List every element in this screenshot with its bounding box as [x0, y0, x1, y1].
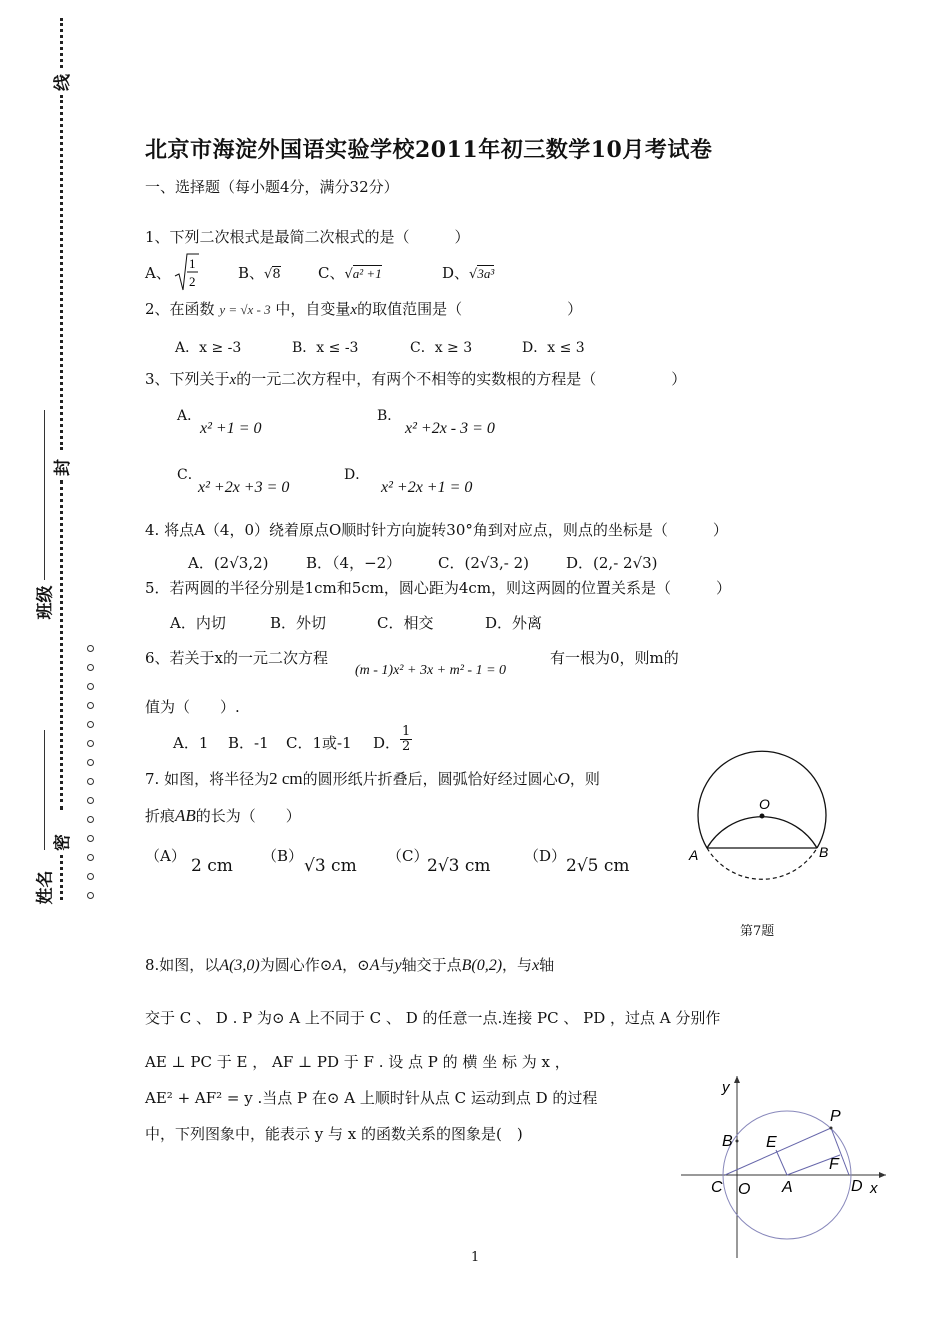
- exam-title: 北京市海淀外国语实验学校2011年初三数学10月考试卷: [145, 137, 713, 163]
- seal-dot: [87, 683, 94, 690]
- q1-option-a: A、: [145, 264, 171, 282]
- q6-text-line2: 值为（ ）.: [145, 698, 240, 716]
- binding-secret-label: 密: [53, 834, 73, 851]
- q7-option-c-label: （C）: [387, 847, 429, 865]
- q8-fig-b: B: [722, 1133, 733, 1150]
- center-point-icon: [760, 814, 765, 819]
- q8-fig-y: y: [722, 1079, 730, 1096]
- class-label: 班级: [35, 585, 56, 620]
- q3-text: 3、下列关于x的一元二次方程中，有两个不相等的实数根的方程是（ ）: [145, 370, 687, 388]
- q1-option-c: C、√a² +1: [318, 264, 382, 282]
- binding-dotted-line-lower: [60, 480, 65, 810]
- q8-line4: AE² + AF² = y .当点 P 在⊙ A 上顺时针从点 C 运动到点 D 的过程: [145, 1089, 598, 1107]
- q2-option-c: C．x ≥ 3: [410, 340, 473, 356]
- section-heading: 一、选择题（每小题4分，满分32分）: [145, 178, 399, 196]
- seal-dot: [87, 797, 94, 804]
- name-underline: [44, 730, 45, 850]
- binding-line-label: 线: [53, 74, 73, 91]
- q7-text: 7. 如图，将半径为2 cm的圆形纸片折叠后，圆弧恰好经过圆心O，则: [145, 769, 600, 788]
- q7-option-d-label: （D）: [524, 847, 567, 865]
- q1-text: 1、下列二次根式是最简二次根式的是（ ）: [145, 228, 470, 246]
- q3-option-c-label: C．: [177, 467, 202, 483]
- q6-option-a: A．1: [173, 734, 209, 752]
- q8-figure: [676, 1068, 896, 1263]
- q6-option-d-fraction: $\frac{1}{2}$: [402, 724, 411, 754]
- q1-option-d: D、√3a³: [442, 264, 495, 282]
- q6-option-b: B．-1: [228, 734, 269, 752]
- name-label: 姓名: [35, 870, 56, 905]
- q5-option-c: C．相交: [377, 614, 434, 632]
- sqrt-fraction-icon: [173, 250, 199, 294]
- x-axis-arrow-icon: [879, 1172, 886, 1178]
- binding-seal-label: 封: [53, 459, 73, 476]
- seal-dot: [87, 740, 94, 747]
- q3-option-d-label: D．: [344, 467, 370, 483]
- q2-option-b: B．x ≤ -3: [292, 340, 359, 356]
- q7-option-b-value: √3 cm: [304, 856, 357, 876]
- q5-option-a: A．内切: [170, 614, 226, 632]
- q8-fig-p: P: [830, 1108, 841, 1125]
- q7-option-a-value: 2 cm: [191, 856, 233, 876]
- q7-figure-caption: 第7题: [740, 924, 775, 939]
- q6-option-c: C．1或-1: [286, 734, 352, 752]
- q3-option-a-label: A．: [177, 408, 202, 424]
- binding-dotted-line-bottom: [60, 855, 65, 900]
- q4-option-b: B．（4，−2）: [306, 554, 402, 572]
- q3-option-b-label: B．: [377, 408, 402, 424]
- q3-option-b-expr: x² +2x - 3 = 0: [405, 420, 495, 437]
- class-underline: [44, 410, 45, 580]
- seal-dot: [87, 759, 94, 766]
- q8-line1: 8.如图，以A(3,0)为圆心作⊙A，⊙A与y轴交于点B(0,2)，与x轴: [145, 956, 555, 974]
- q7-option-c-value: 2√3 cm: [427, 856, 491, 876]
- seal-dot: [87, 816, 94, 823]
- seal-dot: [87, 778, 94, 785]
- binding-dotted-line-mid: [60, 95, 65, 450]
- page-number: 1: [471, 1250, 480, 1265]
- q6-option-d: D．: [373, 734, 401, 752]
- q1-option-a-expr: [173, 250, 199, 298]
- y-axis-arrow-icon: [734, 1076, 740, 1083]
- q7-option-a-label: （A）: [145, 847, 186, 865]
- q5-option-b: B．外切: [270, 614, 327, 632]
- q8-fig-a: A: [782, 1179, 793, 1196]
- q2-text: 2、在函数 y = √x - 3 中，自变量x的取值范围是（ ）: [145, 300, 583, 318]
- q7-fig-label-a: A: [689, 847, 699, 863]
- svg-text:1: 1: [189, 256, 196, 271]
- q8-fig-e: E: [766, 1134, 777, 1151]
- q4-text: 4. 将点A（4，0）绕着原点O顺时针方向旋转30°角到对应点，则点的坐标是（ ）: [145, 521, 728, 539]
- q3-option-a-expr: x² +1 = 0: [200, 420, 262, 437]
- seal-dot: [87, 645, 94, 652]
- q5-option-d: D．外离: [485, 614, 543, 632]
- q7-fig-label-o: O: [759, 796, 770, 812]
- seal-dot: [87, 873, 94, 880]
- q3-option-c-expr: x² +2x +3 = 0: [198, 479, 290, 496]
- q8-fig-d: D: [851, 1178, 863, 1195]
- q8-line2: 交于 C 、 D . P 为⊙ A 上不同于 C 、 D 的任意一点.连接 PC 、 PD ，过点 A 分别作: [145, 1009, 721, 1027]
- q8-line3: AE ⊥ PC 于 E ， AF ⊥ PD 于 F . 设 点 P 的 横 坐 标 为 x ，: [145, 1053, 570, 1071]
- q2-option-a: A．x ≥ -3: [175, 340, 242, 356]
- seal-dot: [87, 854, 94, 861]
- q5-text: 5．若两圆的半径分别是1cm和5cm，圆心距为4cm，则这两圆的位置关系是（ ）: [145, 579, 732, 597]
- q2-option-d: D．x ≤ 3: [522, 340, 585, 356]
- q8-fig-o: O: [738, 1181, 751, 1198]
- q8-fig-x: x: [870, 1180, 878, 1197]
- seal-dot: [87, 664, 94, 671]
- q3-option-d-expr: x² +2x +1 = 0: [381, 479, 473, 496]
- q8-fig-f: F: [829, 1156, 839, 1173]
- q7-option-b-label: （B）: [262, 847, 304, 865]
- q7-figure: [680, 750, 840, 910]
- q6-text: 6、若关于x的一元二次方程: [145, 649, 329, 667]
- q4-option-a: A．(2√3,2): [188, 554, 269, 572]
- q6-text-end: 有一根为0，则m的: [550, 649, 679, 667]
- q4-option-c: C．(2√3,- 2): [438, 554, 529, 572]
- seal-dot: [87, 892, 94, 899]
- q4-option-d: D．(2,- 2√3): [566, 554, 658, 572]
- q8-fig-c: C: [711, 1179, 723, 1196]
- q7-option-d-value: 2√5 cm: [566, 856, 630, 876]
- seal-dot: [87, 835, 94, 842]
- svg-text:2: 2: [189, 274, 196, 289]
- binding-dotted-line-top: [60, 18, 65, 68]
- seal-dot: [87, 721, 94, 728]
- q8-line5: 中，下列图象中，能表示 y 与 x 的函数关系的图象是( ): [145, 1125, 523, 1143]
- q6-equation: (m - 1)x² + 3x + m² - 1 = 0: [355, 663, 507, 678]
- seal-dot: [87, 702, 94, 709]
- q7-fig-label-b: B: [819, 844, 829, 860]
- q1-option-b: B、√8: [238, 264, 281, 282]
- q7-text-line2: 折痕AB的长为（ ）: [145, 806, 301, 825]
